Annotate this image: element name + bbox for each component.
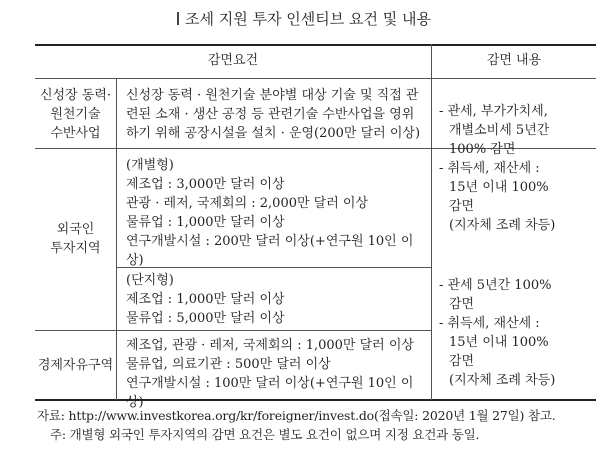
row-label-foreign-investment-zone: 외국인 투자지역	[50, 222, 101, 256]
header-requirement: 감면요건	[207, 53, 259, 68]
row3-requirement: 제조업, 관광 · 레저, 국제회의 : 1,000만 달러 이상 물류업, 의료기관 : 500만 달러 이상 연구개발시설 : 100만 달러 이상(+연구원 10인 이상)	[126, 338, 414, 410]
source-note: 자료: http://www.investkorea.org/kr/foreigner/invest.do(접속일: 2020년 1월 27일) 참고.	[37, 408, 556, 423]
label-column-divider	[116, 78, 117, 400]
title-bullet-mark	[177, 12, 179, 25]
incentive-table	[35, 44, 596, 410]
table-top-border	[35, 44, 596, 46]
row-label-new-growth: 신성장 동력· 원천기술 수반사업	[39, 88, 112, 141]
row-label-free-economic-zone: 경제자유구역	[37, 358, 114, 373]
content-benefit-a: - 관세, 부가가치세, 개별소비세 5년간 100% 감면 - 취득세, 재산세 : 15년 이내 100% 감면 (지자체 조례 차등)	[439, 104, 556, 233]
content-column-divider	[431, 44, 432, 400]
row2-complex-type-requirement: (단지형) 제조업 : 1,000만 달러 이상 물류업 : 5,000만 달러 이상	[126, 273, 285, 326]
header-content: 감면 내용	[486, 53, 542, 68]
row1-requirement: 신성장 동력 · 원천기술 분야별 대상 기술 및 직접 관 련된 소재 · 생산 공정 등 관련기술 수반사업을 영위 하기 위해 공장시설을 설치 · 운영(200만 달러 이상)	[126, 88, 421, 141]
row2-divider	[35, 330, 431, 331]
footnote: 주: 개별형 외국인 투자지역의 감면 요건은 별도 요건이 없으며 지정 요건과 동일.	[50, 427, 480, 442]
content-benefit-b: - 관세 5년간 100% 감면 - 취득세, 재산세 : 15년 이내 100% 감면 (지자체 조례 차등)	[439, 278, 556, 388]
header-divider	[35, 78, 596, 79]
table-title-text: 조세 지원 투자 인센티브 요건 및 내용	[185, 10, 431, 28]
table-title	[0, 8, 608, 29]
row2-individual-type-requirement: (개별형) 제조업 : 3,000만 달러 이상 관광 · 레저, 국제회의 : 2,000만 달러 이상 물류업 : 1,000만 달러 이상 연구개발시설 : 200만 달러 이상(+연구원 10인 이상)	[126, 158, 414, 268]
